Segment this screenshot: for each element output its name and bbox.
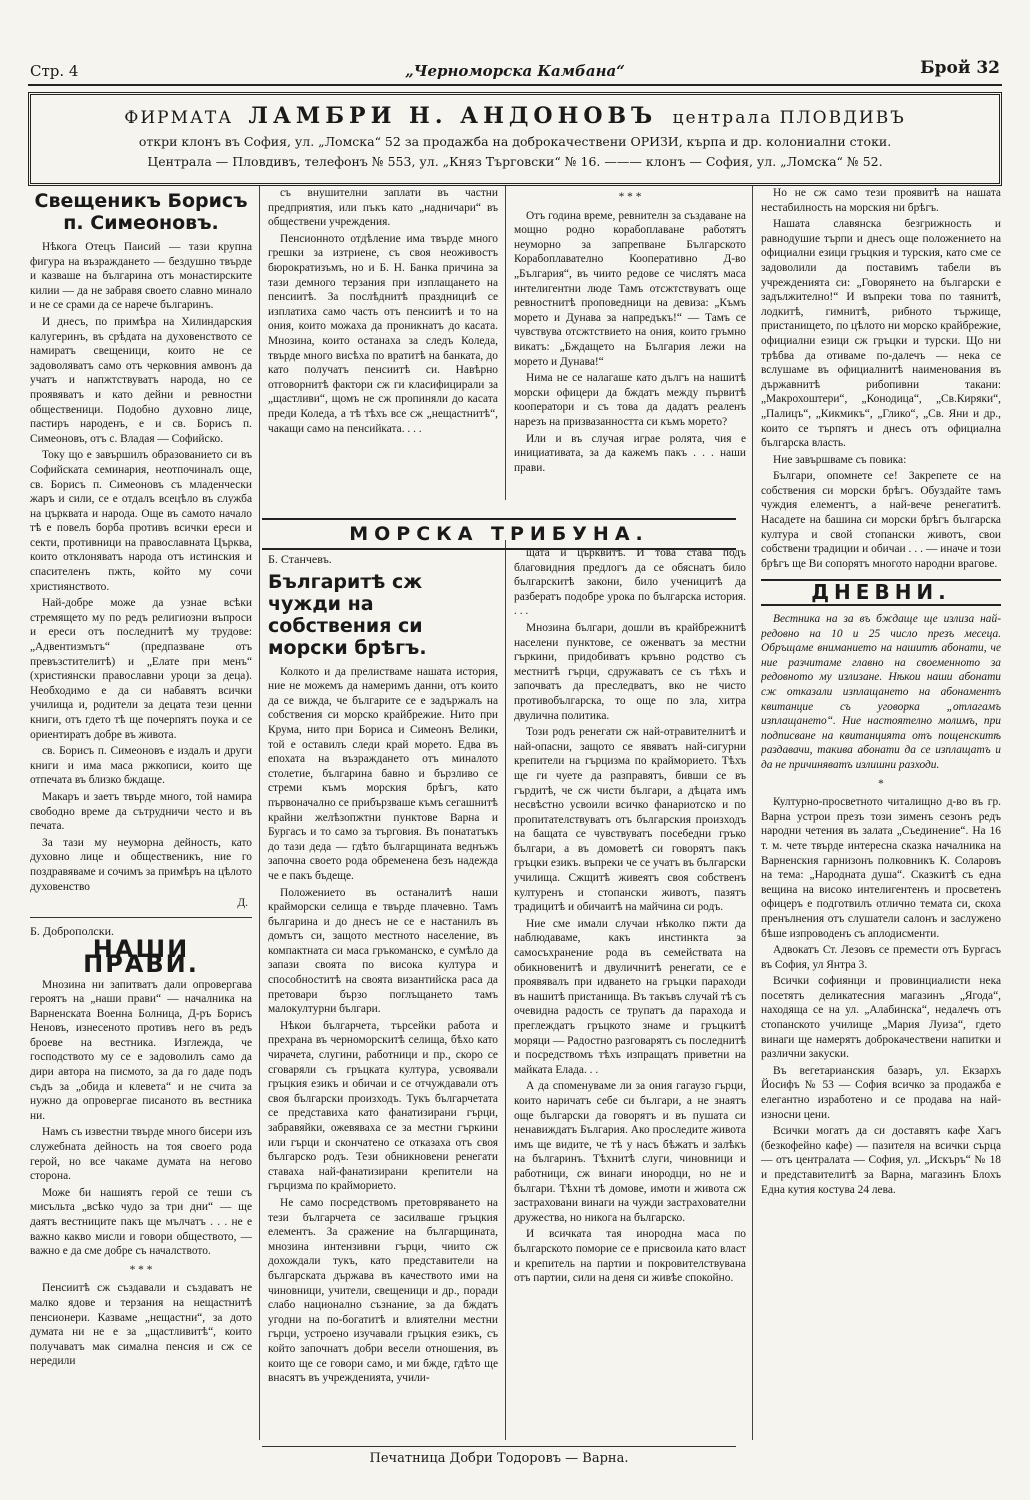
ad-firm-label: ФИРМАТА	[124, 108, 234, 128]
article-paragraph: Най-добре може да узнае всѣки стремящето му по редъ религиозни въпроси и ереси отъ последнитѣ му трудове: „Адвентизмътъ“ (предпазване отъ превъзстителитѣ) и „Елате при менъ“ (християнски православни уроци за деца). Необходимо е да си набавятъ всички училища и, родители за децата тези ценни книги, отъ гдето тѣ ще почерпятъ поука и се ориентиратъ добре въ живота.	[30, 597, 252, 741]
article-paragraph: Нѣкога Отецъ Паисий — тази крупна фигура на възраждането — бездушно твърде и казваше на българина отъ монастирските килии — да не забравя своето славно минало и не се срами да се нарече българинъ.	[30, 241, 252, 312]
article-paragraph: Не само посредствомъ претовряването на тези българчета се засилваше гръцкия елементъ. За сражение на българщината, мнозина интензивни гърци, чиито сж дохождали тукъ, като представители на българската държава въ качеството ими на чиновници, учители, свещеници и др., поради слабо национално съзнание, за да бждатъ угодни на по-богатитѣ и влиятелни местни гърци, устроено изучавали гръцкия езикъ, съ който започнатъ добри весели отношения, въ които ще се говори само, и ми бжде, гдѣто ще внасятъ въ учрежденията, учили-	[268, 1196, 498, 1385]
article-paragraph: Току що е завършилъ образованието си въ Софийската семинария, неотпочиналъ още, св. Борисъ п. Симеоновъ съ младенчески жаръ и сили, се е отдалъ всецѣло въ служба на църквата и народа. Още въ самото начало тѣ е повелъ борба противъ всички ереси и секти, противници на православната Църква, които отклоняватъ народа отъ истинския и спасителенъ пжть, който му сочи християнството.	[30, 449, 252, 593]
news-item: Въ вегетарианския базаръ, ул. Екзархъ Йосифъ № 53 — София всичко за продажба е елегантно изработено и се продава на най-износни цени.	[761, 1064, 1001, 1121]
news-item: Всички могатъ да си доставятъ кафе Хагъ (безкофейно кафе) — пазителя на всички сърца — отъ централата — София, ул. „Искъръ“ № 18 и представителитѣ за Варна, магазинъ Блохъ Една кутия костува 24 лева.	[761, 1125, 1001, 1196]
article-title: Свещеникъ Борисъ п. Симеоновъ.	[34, 190, 248, 234]
article-paragraph: Макаръ и заетъ твърде много, той намира свободно време да сътрудничи често и въ печата.	[30, 790, 252, 833]
firm-advertisement	[28, 92, 1002, 186]
ad-firm-name: ЛАМБРИ Н. АНДОНОВЪ	[248, 103, 658, 129]
article-paragraph: Или и въ случая играе ролята, чия е инициативата, за да кажемъ пакъ . . . наши прави.	[514, 432, 746, 474]
news-item: Всички софиянци и провинциалисти нека посетятъ деликатесния магазинъ „Ягода“, находяща се на ул. „Алабинска“, недалечъ отъ стопанското училище „Мария Луиза“, гдето винаги ще намерятъ доброкачествени напитки и различни закуски.	[761, 975, 1001, 1061]
article-paragraph: св. Борисъ п. Симеоновъ е издалъ и други книги и има маса ржкописи, които ще отпечата въ близко бждаще.	[30, 745, 252, 787]
article-paragraph: Нима не се налагаше като дългъ на нашитѣ морски офицери да бждатъ между първитѣ кооператори и съ това да дадатъ реаленъ нарезъ на призвазанността си къмъ морето?	[514, 372, 746, 428]
article-paragraph: съ внушителни заплати въ частни предприятия, или пъкъ като „надничари“ въ обществени учреждения.	[268, 187, 498, 229]
article-paragraph: И всичката тая инородна маса по българското поморие се е присвоила като власт и крепитель на партии и покровителствувана отъ партии, сили на деня си живѣе спокойно.	[514, 1228, 746, 1285]
article-paragraph: Намъ съ известни твърде много бисери изъ служебната дейность на тоя своего рода герой, но все чакаме думата на негово сторона.	[30, 1126, 252, 1183]
article-signature: Д.	[237, 897, 248, 910]
ad-central-office: централа ПЛОВДИВЪ	[672, 108, 906, 128]
article-paragraph: щата и църквитѣ. И това става подъ благовидния предлогъ да се обяснатъ било българскитѣ закони, било ученицитѣ да разбератъ подобре урока по българска история. . . .	[514, 547, 746, 618]
article-paragraph: За тази му неуморна дейность, като духовно лице и общественикъ, ние го поздравяваме и сочимъ за примѣръ на цѣлото духовенство	[30, 836, 252, 893]
article-paragraph: Нѣкои българчета, търсейки работа и прехрана въ черноморскитѣ селища, бѣхо като чирачета, слугини, работници и пр., скоро се сговаряли съ гръцката култура, усвоявали гръцкия езикъ и обичаи и се отчуждавали отъ своя български произходъ. Тукъ българчетата се представиха като фанатизирани гърци, забравяйки, ожевяваха се за местни гъркини или гърци и скончатено се отказаха отъ своя българско родъ. Тези обникновени ренегати ставаха най-фанатизирани крепители на гърцизма по крайморието.	[268, 1019, 498, 1193]
article-paragraph: Ние сме имали случаи нѣколко пжти да наблюдаваме, какъ инстинкта за самосъхранение рода въ семействата на обикновенитѣ и двуличнитѣ ренегати, се е проявявалъ при идването на гръцки параходи въ нашитѣ пристанища. Въ такъвъ случай тѣ съ очевидна радость се трупатъ да парахода и преглеждатъ гръцкото знаме и гръцкитѣ моряци — Радостно разговарятъ съ последнитѣ и посредствомъ тѣхъ изпращатъ приветни на майката Елада. . .	[514, 917, 746, 1076]
ad-line-2: откри клонъ въ София, ул. „Ломска“ 52 за продажба на доброкачествени ОРИЗИ, кърпа и др. колониални стоки.	[138, 134, 892, 149]
column-divider	[505, 186, 506, 500]
column-divider	[505, 540, 506, 1440]
article-paragraph: Но не сж само тези проявитѣ на нашата нестабилность на морския ни брѣгъ.	[761, 187, 1001, 214]
column-divider	[259, 186, 260, 1440]
page-number: Стр. 4	[30, 62, 79, 80]
section-stars: * * *	[618, 191, 642, 203]
article-byline: Б. Доброполски.	[30, 923, 115, 938]
article-paragraph: Ние завършваме съ повика:	[773, 453, 907, 466]
ad-line-3: Централа — Пловдивъ, телефонъ № 553, ул. „Княз Търговски“ № 16. ——— клонъ — София, ул. „Ломска“ № 52.	[147, 154, 883, 169]
article-paragraph: Положението въ останалитѣ наши крайморски селища е твърде плачевно. Тамъ българина и до днесъ не се е настанилъ въ домътъ си, защото местното население, въ компактната си маса гръкоманско, е сумѣло да запази своята по висока култура и способноститѣ на своята византийска раса да претовари бързо поглъщането тамъ малокултурни българи.	[268, 886, 498, 1016]
article-paragraph: Може би нашиятъ герой се теши съ мисъльта „всѣко чудо за три дни“ — ще даятъ вестниците пакъ ще мълчатъ . . . не е важно какво мисли и говори обществото, — важно е да сме добре съ началството.	[30, 1186, 252, 1258]
article-paragraph: Нашата славянска безгрижность и равнодушие търпи и днесъ още положението на официални езици гръцкия и турския, като сме се задоволили да поставимъ табели въ учрежденията си: „Говорянето на български е задължително!“ И въпреки това по таянитѣ, лодкитѣ, гимнитѣ, рибното тържище, пристанището, по цѣлото ни морско крайбрежие, официални езици сж гръцки и турски. Що ни трѣбва да отиваме по-далечъ — нека се вслушаме въ официалнитѣ наименования въ държавнитѣ рибопивни такани: „Макрохоштери“, „Конодица“, „Св.Киряки“, „Палицъ“, „Кикмикъ“, „Глико“, „Св. Яни и др., които се търпятъ и днесъ отъ официална българска власть.	[761, 218, 1001, 450]
article-paragraph: Пенсиитѣ сж създавали и създаватъ не малко ядове и терзания на нещастнитѣ пенсионери. Казваме „нещастни“, за дото думата ни не е за „щастливитѣ“, които получаватъ мак симална пенсия и сж се нередили	[30, 1282, 252, 1368]
page-header	[28, 58, 1002, 84]
column-2-top	[268, 186, 498, 512]
column-4	[761, 186, 1001, 1440]
article-paragraph: Пенсионното отдѣление има твърде много грешки за изтриене, съ своя неоживостъ бюрократизъмъ, но и Б. Н. Банка причина за тази демного терзания при изплащането на пенсиитѣ. За послѣднитѣ празднициѣ се изплатиха само часть отъ пенсиитѣ и то на ония, които можаха да проникнатъ до касата. Мнозина, които останаха за следъ Коледа, твърде много висѣха по вратитѣ на банката, до като получатъ пенсиитѣ си. Навѣрно отговорнитѣ фактори сж ги класифицирали за „щастливи“, щомъ не сж пропиняли до касата преди Коледа, а тѣ тѣхъ все сж „нещастнитѣ“, чакащи само на пенсийката. . . .	[268, 232, 498, 435]
newspaper-name: „Черноморска Камбана“	[405, 62, 625, 80]
article-paragraph: И днесъ, по примѣра на Хилиндарския калугеринъ, въ срѣдата на духовенството се намиратъ свещеници, които не се задоволяватъ само отъ черковния амвонъ да учатъ и напжтствуватъ народа, но се проявяватъ и като дейни и ревностни общественици. Подобно духовно лице, пастиръ народенъ, е и св. Борисъ п. Симеоновъ, отъ с. Владая — Софийско.	[30, 315, 252, 445]
column-3-top	[514, 186, 746, 512]
section-banner-morska-tribuna: МОРСКА ТРИБУНА.	[262, 518, 736, 550]
news-item: Адвокатъ Ст. Лезовъ се премести отъ Бургасъ въ София, ул Янтра 3.	[761, 944, 1001, 971]
article-title: НАШИ ПРАВИ.	[83, 935, 199, 978]
divider	[30, 917, 252, 918]
column-divider	[752, 186, 753, 1440]
article-paragraph: Мнозина българи, дошли въ крайбрежнитѣ населени пунктове, се оженватъ за местни гъркини, придобиватъ кръвно родство съ местнитѣ гърци, сдружаватъ се съ тѣхъ и започватъ да преследватъ, вко не чисто противобългарска, то още по зла, хитра двулична политика.	[514, 621, 746, 722]
printer-footer: Печатница Добри Тодоровъ — Варна.	[262, 1446, 736, 1466]
article-paragraph: Мнозина ни запитватъ дали опровергава героятъ на „наши прави“ — началника на Варненската Военна Болница, Д-ръ Борисъ Неновъ, изнесеното противъ него въ редъ броеве на вестника. Изглежда, че господството му се е задоволилъ само да дири автора на писмото, за да го даде подъ съдъ за „обида и клевета“ и не счита за нужно да опровергае писаното въ вестника ни.	[30, 978, 252, 1122]
section-banner-dnevni: ДНЕВНИ.	[761, 579, 1001, 606]
ad-line-1	[31, 103, 999, 129]
column-3-bottom	[514, 546, 746, 1440]
article-paragraph: А да споменуваме ли за ония гагаузо гърци, които наричатъ себе си българи, а не знаятъ още български да говорятъ и въ пушата си ненавиждатъ България. Ако проследите живота имъ ще видите, че тѣ у насъ бѣжатъ и залѣкъ на българинъ. Тѣхнитѣ слуги, чиновници и работници, сж винаги инородци, но не и българи. Тѣхни тѣ домове, имоти и живота сж застраховани винаги на чужди застрахователни дружества, но никога на българско.	[514, 1080, 746, 1224]
article-paragraph: Вестника на за въ бждаще ще излиза най-редовно на 10 и 25 число презъ месеца. Обръщаме вниманието на нашитѣ абонати, че ние разчитаме главно на своеменното за редовното му излизане. Нѣкои наши абонати сж отказали изплащането на абонаментъ квитанцие съ уговорка „отлагамъ изплащането“. Ние настоятелно молимъ, при подписване на квитанцията отъ пощенскитѣ раздавачи, такива абонати да се изплащатъ и да не причиняватъ излишни разходи.	[761, 613, 1001, 771]
issue-number: Брой 32	[920, 58, 1000, 78]
article-paragraph: Този родъ ренегати сж най-отравителнитѣ и най-опасни, защото се явяватъ най-сигурни крепители на гърцизма по крайморието. Тѣхъ ще ги чуете да разправятъ, бивши се въ гърдитѣ, че сж чисти българи, а дѣцата имъ несвѣстно усвоили всичко фанариотско и по пропитателствуватъ отъ българския произходъ на бащата се чувствуватъ посебедни гръко българи, а въ домоветѣ си говорятъ пакъ гръцки езикъ. въпреки че се учатъ въ български училища. Сжщитѣ живеятъ своя собственъ културенъ и стопански животъ, пазятъ традицитѣ и обичаитѣ на майчина си родъ.	[514, 726, 746, 914]
section-stars: *	[878, 777, 884, 790]
column-1	[30, 186, 252, 1440]
news-item: Културно-просветното читалищно д-во въ гр. Варна устрои презъ този зименъ сезонъ редъ народни четения въ залата „Съединение“. На 16 т. м. чете твърде интересна сказка началника на Варненския гарнизонъ полковникъ К. Соларовъ на тема: „Народната душа“. Сказкитѣ съ една вещина на високо интелигентенъ и просветенъ офицеръ е подготвилъ отлично темата си, скоха пренълнения отъ слушатели салонъ и заслужено бѣше изпроводенъ съ аплодисменти.	[761, 796, 1001, 940]
section-stars: * * *	[129, 1263, 153, 1276]
article-byline: Б. Станчевъ.	[268, 552, 332, 566]
article-paragraph: Българи, опомнете се! Закрепете се на собствения си морски брѣгъ. Обуздайте тамъ чуждия елементъ, а най-вече ренегатитѣ. Насадете на башина си морски брѣгъ българска култура и свой стопански животъ, свои собствени традиции и обичаи . . . — иначе и този брѣгъ ще Ви сопорятъ многото народни врагове.	[761, 470, 1001, 570]
article-paragraph: Отъ година време, ревнителн за създаване на мощно родно корабоплаване работятъ неуморно за запрепване Българското Корабоплавателно Кооперативно Д-во „България“, въ чиито редове се числятъ маса интелигентни люде Тамъ отсжтствуватъ още ревностнитѣ проповедници на девиза: „Къмъ морето и Дунава за напредъкъ!“ — Тамъ се чувствува отсжтствието на ония, които гръмно викатъ: „Бждащето на България лежи на морето и Дунава!“	[514, 209, 746, 368]
column-2-bottom	[268, 546, 498, 1440]
header-rule	[28, 84, 1002, 86]
article-title: Българитѣ сж чужди на собствения си морски брѣгъ.	[268, 570, 427, 659]
article-paragraph: Колкото и да прелистваме нашата история, ние не можемъ да намеримъ данни, отъ които да се вижда, че българите се е задържалъ на собствения си морско крайбрежие. Нито при Крума, нито при Бориса и Симеонъ Велики, той е оставилъ следи край морето. Едва въ епохата на възраждането отъ миналото столетие, българина бавно и бързливо се стреми къмъ морския брѣгъ, като първоначално се прибързваше къмъ сегашнитѣ крайни желѣзопжтни пунктове Варна и Бургасъ и то само за търговия. Въ понататъкъ до тази деда — гдѣто българщината веднъжъ започна своето рода обременена безъ надежда че е пакъ бъдеще.	[268, 665, 498, 882]
